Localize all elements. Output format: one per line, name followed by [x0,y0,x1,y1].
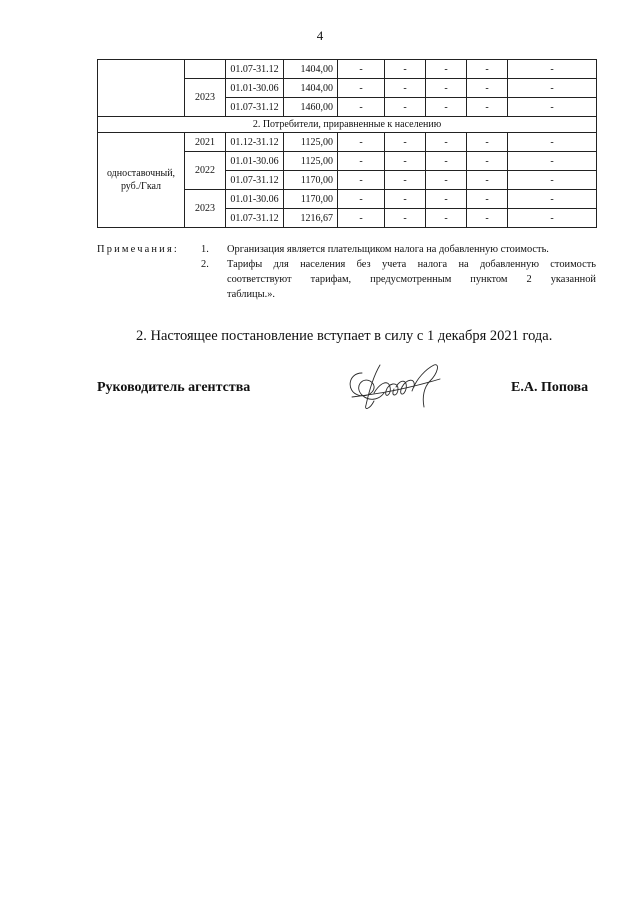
tariff-table [97,59,597,228]
period-cell: 01.12-31.12 [226,133,284,152]
notes-label: Примечания: [97,244,180,255]
dash-cell: - [338,152,385,171]
dash-cell: - [467,209,508,228]
note-text-line: соответствуют тарифам, предусмотренным пунктом 2 указанной [227,274,596,285]
year-cell: 2021 [185,133,226,152]
category-cell [98,60,185,117]
period-cell: 01.07-31.12 [226,60,284,79]
price-cell: 1404,00 [284,60,338,79]
period-cell: 01.07-31.12 [226,98,284,117]
dash-cell: - [385,60,426,79]
dash-cell: - [338,79,385,98]
table-row [98,60,597,79]
note-text-line: таблицы.». [227,289,275,300]
dash-cell: - [426,60,467,79]
dash-cell: - [338,171,385,190]
dash-cell: - [508,98,597,117]
dash-cell: - [467,190,508,209]
period-cell: 01.01-30.06 [226,79,284,98]
price-cell: 1170,00 [284,171,338,190]
section-heading-row [98,117,597,133]
dash-cell: - [426,98,467,117]
price-cell: 1125,00 [284,133,338,152]
period-cell: 01.01-30.06 [226,152,284,171]
signatory-name: Е.А. Попова [511,380,589,395]
dash-cell: - [426,190,467,209]
decree-paragraph: 2. Настоящее постановление вступает в силу с 1 декабря 2021 года. [136,328,553,344]
dash-cell: - [426,133,467,152]
dash-cell: - [426,152,467,171]
dash-cell: - [508,209,597,228]
handwritten-signature [340,357,452,413]
dash-cell: - [338,209,385,228]
dash-cell: - [508,79,597,98]
period-cell: 01.01-30.06 [226,190,284,209]
period-cell: 01.07-31.12 [226,209,284,228]
dash-cell: - [508,152,597,171]
dash-cell: - [467,152,508,171]
dash-cell: - [467,171,508,190]
price-cell: 1460,00 [284,98,338,117]
dash-cell: - [338,190,385,209]
dash-cell: - [385,133,426,152]
year-cell [185,60,226,79]
dash-cell: - [508,171,597,190]
note-number: 2. [201,259,209,270]
dash-cell: - [385,152,426,171]
dash-cell: - [338,60,385,79]
dash-cell: - [338,98,385,117]
dash-cell: - [467,98,508,117]
dash-cell: - [385,171,426,190]
price-cell: 1125,00 [284,152,338,171]
year-cell: 2022 [185,152,226,190]
price-cell: 1404,00 [284,79,338,98]
note-text-line: Тарифы для населения без учета налога на добавленную стоимость [227,259,596,270]
dash-cell: - [385,79,426,98]
dash-cell: - [508,60,597,79]
price-cell: 1216,67 [284,209,338,228]
price-cell: 1170,00 [284,190,338,209]
note-text [227,257,596,302]
dash-cell: - [338,133,385,152]
dash-cell: - [426,79,467,98]
dash-cell: - [467,79,508,98]
dash-cell: - [467,133,508,152]
year-cell: 2023 [185,190,226,228]
dash-cell: - [385,190,426,209]
dash-cell: - [385,209,426,228]
dash-cell: - [426,171,467,190]
dash-cell: - [426,209,467,228]
page-number: 4 [316,28,324,43]
category-cell: одноставочный, руб./Гкал [98,133,185,228]
table-row [98,133,597,152]
dash-cell: - [508,190,597,209]
dash-cell: - [467,60,508,79]
section-title: 2. Потребители, приравненные к населению [98,117,597,133]
signatory-title: Руководитель агентства [97,380,251,395]
period-cell: 01.07-31.12 [226,171,284,190]
dash-cell: - [508,133,597,152]
note-text: Организация является плательщиком налога на добавленную стоимость. [227,244,549,255]
year-cell: 2023 [185,79,226,117]
dash-cell: - [385,98,426,117]
note-number: 1. [201,244,209,255]
